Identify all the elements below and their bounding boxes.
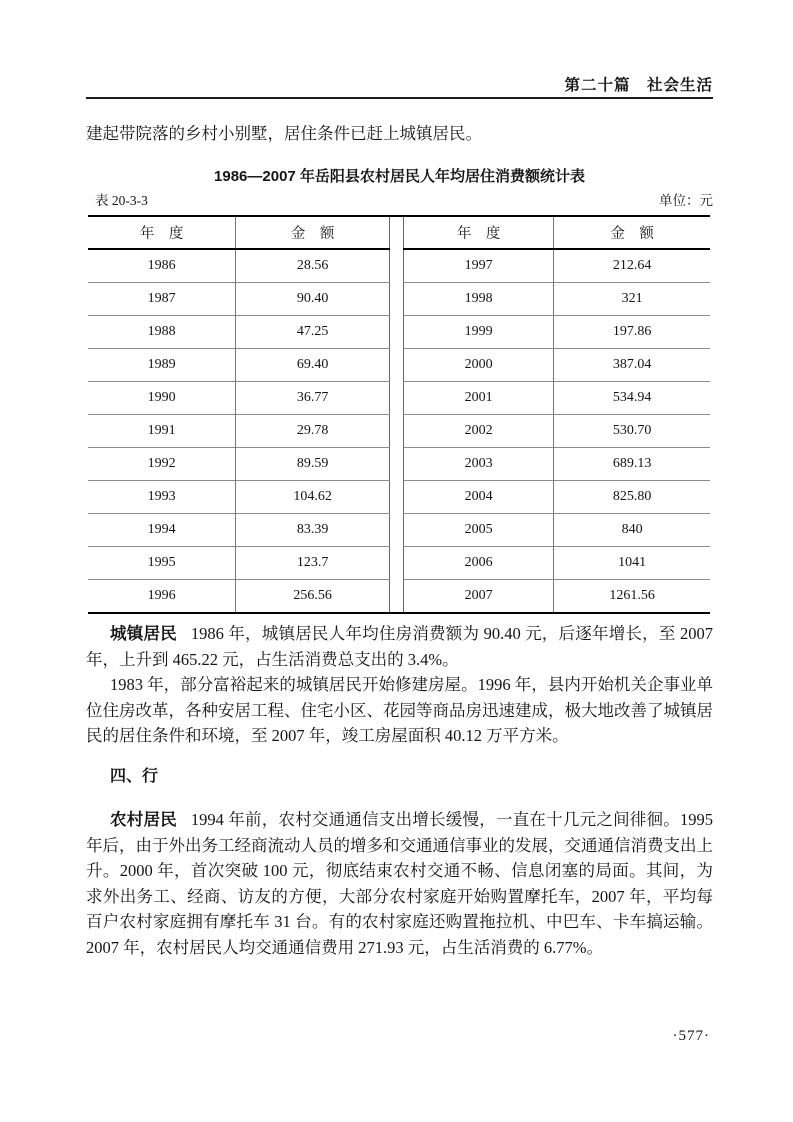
year-cell: 1988	[88, 316, 236, 349]
intro-line: 建起带院落的乡村小别墅，居住条件已赶上城镇居民。	[86, 124, 482, 143]
amount-cell: 1041	[554, 547, 710, 580]
year-cell: 2004	[404, 481, 554, 514]
paragraph-text: 1986 年，城镇居民人年均住房消费额为 90.40 元，后逐年增长，至 2007 年，上升到 465.22 元，占生活消费总支出的 3.4%。	[86, 624, 713, 669]
amount-cell: 89.59	[236, 448, 390, 481]
table-header-row	[404, 217, 711, 249]
table-row	[88, 283, 390, 316]
table-row	[404, 415, 711, 448]
table-middle-gap	[390, 217, 403, 612]
year-cell: 2003	[404, 448, 554, 481]
year-cell: 1990	[88, 382, 236, 415]
amount-cell: 83.39	[236, 514, 390, 547]
table-row	[88, 316, 390, 349]
table-row	[404, 448, 711, 481]
section-heading: 四、行	[110, 767, 159, 785]
table-row	[88, 514, 390, 547]
table-row	[88, 547, 390, 580]
paragraph-lead: 城镇居民	[110, 624, 177, 643]
amount-cell: 840	[554, 514, 710, 547]
year-cell: 1986	[88, 249, 236, 283]
table-right-half	[403, 217, 710, 612]
year-cell: 1991	[88, 415, 236, 448]
year-cell: 1996	[88, 580, 236, 613]
year-cell: 1999	[404, 316, 554, 349]
table-row	[88, 481, 390, 514]
year-column-header: 年 度	[88, 217, 236, 249]
statistics-table	[88, 215, 710, 614]
amount-cell: 256.56	[236, 580, 390, 613]
table-row	[404, 349, 711, 382]
year-cell: 2006	[404, 547, 554, 580]
year-cell: 1989	[88, 349, 236, 382]
year-cell: 1994	[88, 514, 236, 547]
table-meta	[86, 189, 713, 209]
table-row	[404, 481, 711, 514]
amount-cell: 197.86	[554, 316, 710, 349]
year-column-header: 年 度	[404, 217, 554, 249]
year-cell: 2000	[404, 349, 554, 382]
table-row	[88, 415, 390, 448]
table-row	[88, 349, 390, 382]
year-cell: 1995	[88, 547, 236, 580]
body-text	[86, 621, 713, 960]
paragraph-rural-residents	[86, 807, 713, 960]
amount-column-header: 金 额	[554, 217, 710, 249]
paragraph-lead: 农村居民	[110, 810, 177, 829]
amount-cell: 387.04	[554, 349, 710, 382]
paragraph-urban-residents	[86, 621, 713, 672]
amount-cell: 123.7	[236, 547, 390, 580]
amount-cell: 212.64	[612, 258, 652, 273]
year-cell: 1992	[88, 448, 236, 481]
year-cell: 1997	[404, 249, 554, 283]
page-number: ·577·	[672, 1028, 710, 1044]
amount-cell: 69.40	[236, 349, 390, 382]
paragraph-housing-reform: 1983 年，部分富裕起来的城镇居民开始修建房屋。1996 年，县内开始机关企事业单位住房改革，各种安居工程、住宅小区、花园等商品房迅速建成，极大地改善了城镇居民的居住条件和环境，至 2007 年，竣工房屋面积 40.12 万平方米。	[86, 675, 713, 745]
year-cell: 2001	[404, 382, 554, 415]
amount-cell: 534.94	[554, 382, 710, 415]
table-row	[88, 580, 390, 613]
amount-cell: 36.77	[236, 382, 390, 415]
year-cell: 2007	[404, 580, 554, 613]
table-row	[404, 514, 711, 547]
amount-cell: 29.78	[236, 415, 390, 448]
year-cell: 1998	[404, 283, 554, 316]
amount-column-header: 金 额	[236, 217, 390, 249]
year-cell: 1993	[88, 481, 236, 514]
table-row	[404, 580, 711, 613]
table-header-row	[88, 217, 390, 249]
amount-cell: 28.56	[296, 258, 329, 273]
table-title: 1986—2007 年岳阳县农村居民人年均居住消费额统计表	[214, 168, 585, 185]
running-header-text: 第二十篇 社会生活	[564, 77, 713, 94]
year-cell: 1987	[88, 283, 236, 316]
table-row	[404, 249, 711, 283]
table-unit: 单位：元	[659, 193, 713, 208]
amount-cell: 825.80	[554, 481, 710, 514]
paragraph-text: 1994 年前，农村交通通信支出增长缓慢，一直在十几元之间徘徊。1995 年后，由于外出务工经商流动人员的增多和交通通信事业的发展，交通通信消费支出上升。2000 年，首次突破 100 元，彻底结束农村交通不畅、信息闭塞的局面。其间，为求外出务工、经商、访友的方便，大部分农村家庭开始购置摩托车，2007 年，平均每百户农村家庭拥有摩托车 31 台。有的农村家庭还购置拖拉机、中巴车、卡车搞运输。2007 年，农村居民人均交通通信费用 271.93 元，占生活消费的 6.77%。	[86, 810, 713, 957]
table-left-half	[88, 217, 390, 612]
table-row	[404, 316, 711, 349]
table-label: 表 20-3-3	[95, 193, 148, 208]
table-row	[88, 382, 390, 415]
amount-cell: 321	[554, 283, 710, 316]
amount-cell: 104.62	[236, 481, 390, 514]
year-cell: 2005	[404, 514, 554, 547]
year-cell: 2002	[404, 415, 554, 448]
running-header	[564, 73, 713, 95]
table-row	[404, 283, 711, 316]
amount-cell: 1261.56	[554, 580, 710, 613]
table-row	[88, 448, 390, 481]
amount-cell: 530.70	[554, 415, 710, 448]
table-row	[404, 382, 711, 415]
amount-cell: 90.40	[236, 283, 390, 316]
header-rule	[86, 97, 713, 99]
table-row	[404, 547, 711, 580]
amount-cell: 47.25	[236, 316, 390, 349]
amount-cell: 689.13	[554, 448, 710, 481]
table-row	[88, 249, 390, 283]
